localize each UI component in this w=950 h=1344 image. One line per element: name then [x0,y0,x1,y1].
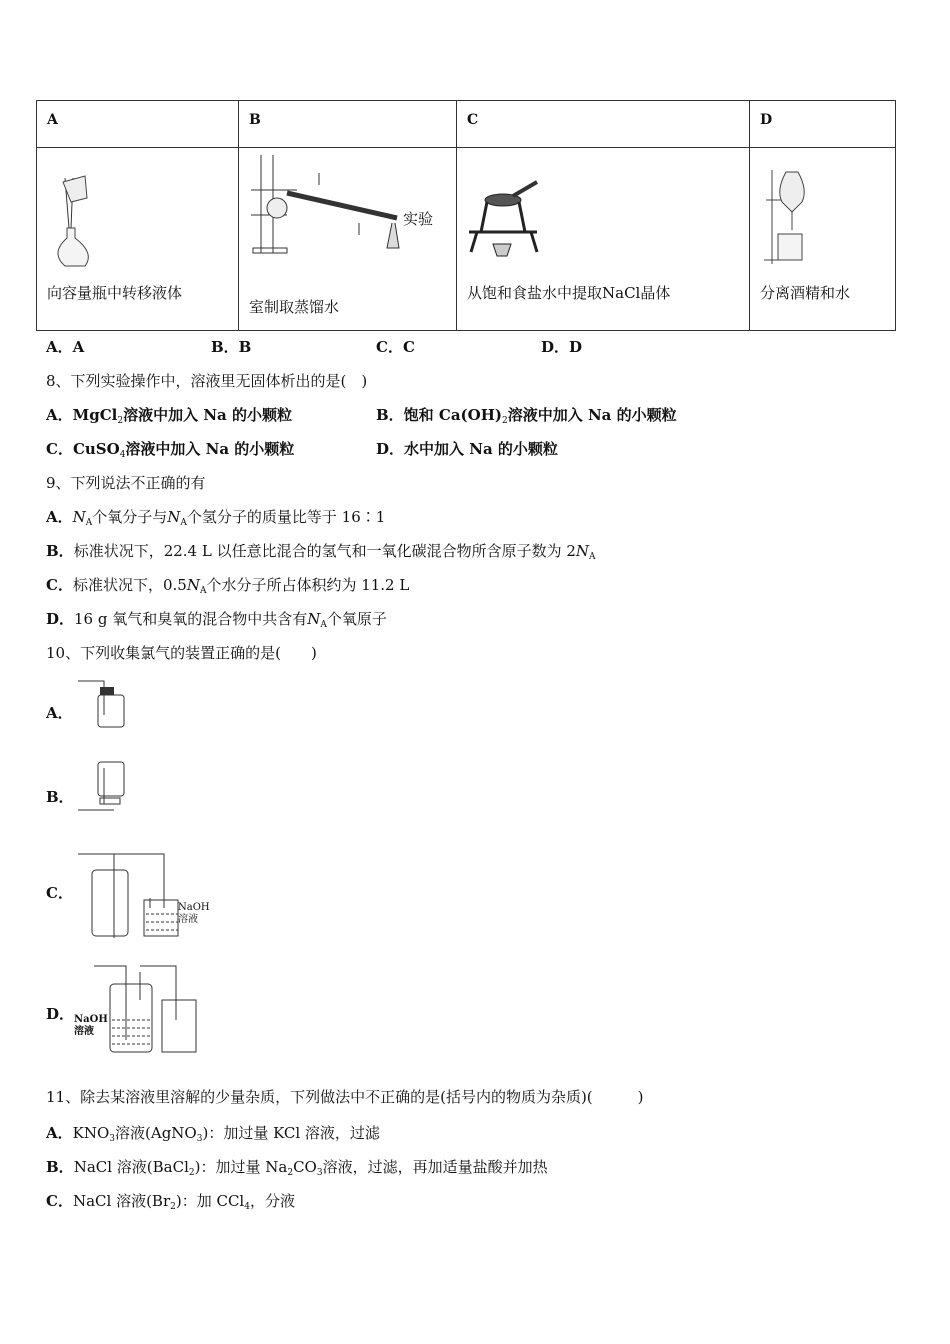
text-segment: 3 [196,1134,203,1144]
text-segment: 标准状况下，0.5 [72,576,187,594]
text-segment: )：加 CCl [175,1192,245,1210]
text-segment: D． [46,610,75,628]
text-segment: N [307,610,321,628]
naoh-label-d [74,1014,108,1038]
text-segment: )：加过量 KCl 溶液，过滤 [202,1124,380,1142]
text-segment: N [167,508,181,526]
line-q8a [46,404,292,426]
cell-c [457,148,750,331]
text-segment: C．CuSO [46,440,120,458]
line-q10a [46,702,73,723]
text-segment: 3 [316,1168,323,1178]
text-segment: )：加过量 Na [194,1158,288,1176]
text-segment: NaCl 溶液(BaCl [73,1158,189,1176]
text-segment: 溶液中加入 Na 的小颗粒 [125,440,295,458]
text-segment: 16 g 氧气和臭氧的混合物中共含有 [74,610,308,628]
text-segment: B． [46,788,74,806]
text-segment: 溶液，过滤，再加适量盐酸并加热 [322,1158,548,1176]
header-b [239,101,457,148]
text-segment: 11、除去某溶液里溶解的少量杂质，下列做法中不正确的是(括号内的物质为杂质)( ) [46,1088,644,1106]
text-segment: 8、下列实验操作中，溶液里无固体析出的是( ) [46,372,368,390]
caption-a: 向容量瓶中转移液体 [47,284,183,302]
text-segment: N [575,542,590,560]
text-segment: B． [46,542,74,560]
line-q11 [46,1086,644,1107]
header-a [37,101,239,148]
line-q9b [46,540,596,562]
line-q11b [46,1156,548,1178]
text-segment: 个氢分子的质量比等于 16∶1 [186,508,386,526]
text-segment: C． [46,576,73,594]
text-segment: B． [46,1158,74,1176]
header-label: D [760,112,773,128]
line-q9d [46,608,387,630]
line-q8b [376,404,677,426]
text-segment: 个水分子所占体积约为 11.2 L [206,576,410,594]
text-segment: 标准状况下，22.4 L 以任意比混合的氢气和一氧化碳混合物所含原子数为 2 [73,542,576,560]
text-segment: KNO [72,1124,110,1142]
line-q11c [46,1190,295,1212]
q7-options-table [36,100,896,331]
line-q8c [46,438,294,460]
separatory-funnel-image [758,160,818,270]
gas-bottle-b-image [74,758,134,818]
text-segment: ，分液 [249,1192,295,1210]
header-label: C [467,112,479,128]
line-q9 [46,472,206,493]
header-c [457,101,750,148]
header-label: A [47,112,58,128]
line-q8 [46,370,367,391]
text-segment: 2 [287,1168,294,1178]
q7-answer-b[interactable]: B．B [211,338,252,356]
caption-b: 室制取蒸馏水 [249,298,340,316]
text-segment: 溶液(AgNO [115,1124,197,1142]
text-segment: A [199,586,207,596]
text-segment: 2 [170,1202,176,1212]
text-segment: NaCl 溶液(Br [72,1192,171,1210]
text-segment: 个氧原子 [326,610,387,628]
text-segment: 4 [119,450,126,460]
text-segment: 9、下列说法不正确的有 [46,474,206,492]
header-d [750,101,896,148]
text-segment: 个氧分子与 [92,508,168,526]
label-line: NaOH [74,1014,108,1025]
text-segment: 4 [244,1202,250,1212]
line-q10c [46,882,73,903]
text-segment: A．MgCl [46,406,118,424]
line-q8d [376,438,558,459]
q7-answer-d[interactable]: D．D [541,338,583,356]
line-q10b [46,786,74,807]
text-segment: 2 [188,1168,195,1178]
text-segment: A [320,620,327,630]
text-segment: B．饱和 Ca(OH) [376,406,502,424]
caption-c: 从饱和食盐水中提取NaCl晶体 [467,284,671,302]
text-segment: C． [46,1192,73,1210]
text-segment: C． [46,884,73,902]
label-line: NaOH [178,902,210,913]
text-segment: A [589,552,596,562]
text-segment: D． [46,1005,75,1023]
text-segment: D．水中加入 Na 的小颗粒 [376,440,558,458]
text-segment: A． [46,508,73,526]
text-segment: A． [46,1124,73,1142]
text-segment: 2 [502,416,508,426]
text-segment: N [186,576,200,594]
line-q9a [46,506,385,528]
gas-bottle-a-image [74,675,134,735]
cell-d [750,148,896,331]
extra-label: 实验 [403,210,434,228]
text-segment: A [85,518,93,528]
cell-b [239,148,457,331]
line-q10 [46,642,317,663]
line-q10d [46,1003,74,1024]
text-segment: A． [46,704,73,722]
caption-d: 分离酒精和水 [760,284,851,302]
text-segment: A [180,518,187,528]
text-segment: 溶液中加入 Na 的小颗粒 [123,406,292,424]
cell-a [37,148,239,331]
line-q9c [46,574,409,596]
label-line: 溶液 [178,914,198,925]
gas-bottle-d-image [90,960,230,1060]
text-segment: 3 [109,1134,116,1144]
naoh-label-c [178,902,210,926]
text-segment: CO [293,1158,317,1176]
text-segment: 10、下列收集氯气的装置正确的是( ) [46,644,317,662]
line-q11a [46,1122,380,1144]
text-segment: N [72,508,86,526]
evaporation-apparatus-image [465,176,565,276]
q7-answer-a[interactable]: A．A [46,338,85,356]
header-label: B [249,112,261,128]
text-segment: 2 [117,416,124,426]
q7-answer-c[interactable]: C．C [376,338,415,356]
label-line: 溶液 [74,1026,94,1037]
volumetric-flask-image [45,168,125,268]
text-segment: 溶液中加入 Na 的小颗粒 [507,406,677,424]
